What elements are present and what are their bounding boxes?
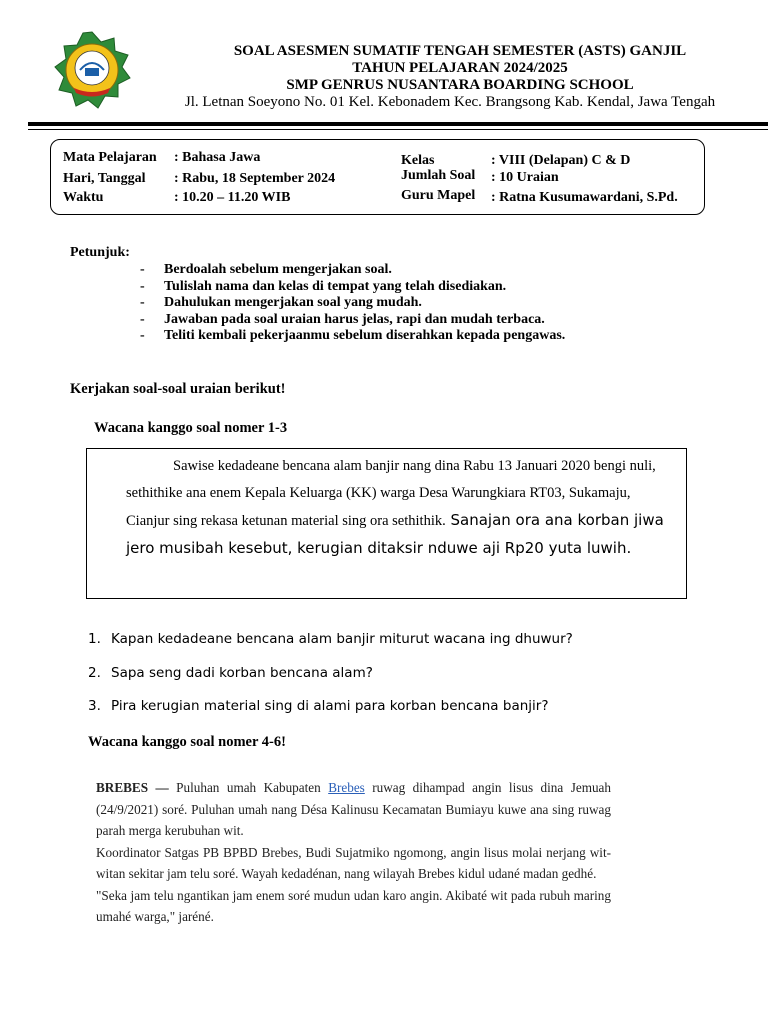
list-item: [140, 312, 740, 329]
jumlah-label: Jumlah Soal: [401, 168, 476, 183]
question-text: Kapan kedadeane bencana alam banjir miturut wacana ing dhuwur?: [111, 631, 573, 647]
waktu-label: Waktu: [63, 190, 104, 205]
school-address: Jl. Letnan Soeyono No. 01 Kel. Kebonadem Kec. Brangsong Kab. Kendal, Jawa Tengah: [184, 94, 716, 110]
list-item: [140, 262, 740, 279]
question-list: [88, 631, 708, 732]
brebes-link[interactable]: Brebes: [328, 780, 365, 795]
mapel-value: : Bahasa Jawa: [174, 150, 261, 165]
article-text: ruwag dihampad angin lisus dina Jemuah (24/9/2021) soré. Puluhan umah nang Désa Kalinusu Kecamatan Bumiayu kuwe ana sing ruwag parah merga kerubuhan wit.: [96, 780, 611, 838]
petunjuk-list: [140, 262, 740, 345]
guru-value: : Ratna Kusumawardani, S.Pd.: [491, 190, 678, 205]
wacana1-title: Wacana kanggo soal nomer 1-3: [94, 420, 288, 436]
list-item-text: Teliti kembali pekerjaanmu sebelum diserahkan kepada pengawas.: [164, 328, 566, 343]
list-dash: -: [140, 295, 145, 310]
list-item: [140, 279, 740, 296]
news-article-image: [96, 777, 611, 928]
question-item: [88, 698, 708, 732]
waktu-value: : 10.20 – 11.20 WIB: [174, 190, 291, 205]
article-paragraph: Koordinator Satgas PB BPBD Brebes, Budi Sujatmiko ngomong, angin lisus molai nerjang wit-witan sekitar jam telu soré. Wayah kedadénan, nang wilayah Brebes kidul udané madan gedhé.: [96, 844, 611, 881]
wacana1-text-part1: Sawise kedadeane bencana alam banjir nang dina Rabu 13 Januari 2020 bengi nuli, sethithike ana enem Kepala Keluarga (KK) warga Desa Warungkiara RT03, Sukamaju, Cianjur sing rekasa ketunan material sing ora sethithik.: [126, 458, 656, 529]
article-paragraph: "Seka jam telu ngantikan jam enem soré mudun udan karo angin. Akibaté wit pada rubuh maring umahé warga," jaréné.: [96, 887, 611, 924]
article-dateline: BREBES —: [96, 780, 169, 795]
header-divider: [28, 122, 768, 126]
petunjuk-title: Petunjuk:: [70, 245, 130, 260]
list-item-text: Tulislah nama dan kelas di tempat yang telah disediakan.: [164, 278, 507, 294]
wacana1-text-part2: Sanajan ora ana korban jiwa jero musibah kesebut, kerugian ditaksir nduwe aji Rp20 yuta luwih.: [126, 511, 664, 557]
jumlah-value: : 10 Uraian: [491, 170, 559, 185]
list-item-text: Jawaban pada soal uraian harus jelas, rapi dan mudah terbaca.: [164, 311, 545, 327]
question-item: [88, 631, 708, 665]
hari-value: : Rabu, 18 September 2024: [174, 171, 336, 186]
school-name: SMP GENRUS NUSANTARA BOARDING SCHOOL: [286, 77, 634, 93]
hari-label: Hari, Tanggal: [63, 171, 146, 186]
kelas-value: : VIII (Delapan) C & D: [491, 153, 631, 168]
list-item: [140, 295, 740, 312]
list-dash: -: [140, 278, 145, 294]
question-number: 1.: [88, 631, 101, 647]
header-divider-thin: [28, 129, 768, 130]
school-emblem-icon: [52, 30, 132, 110]
question-number: 3.: [88, 698, 101, 714]
question-text: Pira kerugian material sing di alami para korban bencana banjir?: [111, 698, 549, 714]
list-dash: -: [140, 311, 145, 327]
article-paragraph: [96, 777, 611, 842]
exam-title: SOAL ASESMEN SUMATIF TENGAH SEMESTER (ASTS) GANJIL: [233, 43, 687, 59]
list-item: [140, 328, 740, 345]
question-number: 2.: [88, 664, 101, 681]
question-item: [88, 665, 708, 699]
list-item-text: Dahulukan mengerjakan soal yang mudah.: [164, 295, 422, 310]
article-text: Puluhan umah Kabupaten: [168, 780, 329, 795]
list-dash: -: [140, 328, 145, 343]
wacana1-text: [126, 453, 666, 563]
mapel-label: Mata Pelajaran: [63, 150, 157, 165]
wacana2-title: Wacana kanggo soal nomer 4-6!: [88, 734, 286, 750]
instruction-heading: Kerjakan soal-soal uraian berikut!: [70, 381, 286, 397]
academic-year: TAHUN PELAJARAN 2024/2025: [352, 60, 568, 76]
wacana1-box: [86, 448, 687, 599]
guru-label: Guru Mapel: [401, 188, 476, 203]
kelas-label: Kelas: [401, 153, 435, 168]
question-text: Sapa seng dadi korban bencana alam?: [111, 664, 373, 681]
list-item-text: Berdoalah sebelum mengerjakan soal.: [164, 262, 392, 277]
list-dash: -: [140, 262, 145, 277]
